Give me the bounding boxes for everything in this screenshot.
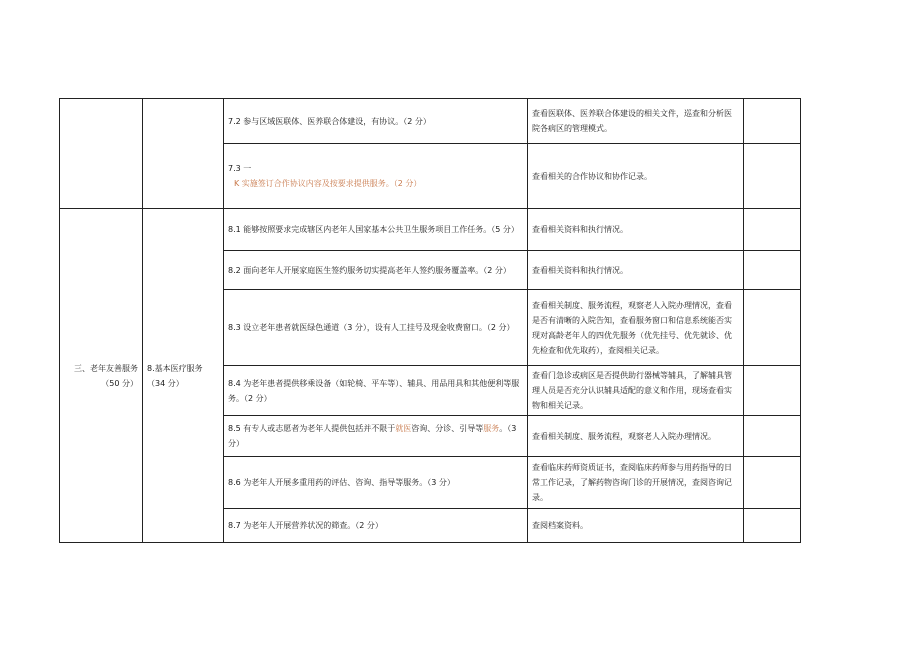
score-cell xyxy=(744,209,801,251)
method-cell xyxy=(528,509,744,543)
method-text: 查看门急诊或病区是否提供助行器械等辅具，了解辅具管理人员是否充分认识辅具适配的意义和作用，现场查看实物和相关记录。 xyxy=(532,371,732,410)
method-cell xyxy=(528,144,744,209)
item-text-highlight: 就医 xyxy=(395,424,412,433)
item-text: 7.2 参与区域医联体、医养联合体建设，有协议。（2 分） xyxy=(228,116,431,126)
item-text-part: 8.5 有专人或志愿者为老年人提供包括并不限于 xyxy=(228,424,396,433)
item-text-line1: 7.3 一 xyxy=(228,164,252,173)
method-cell xyxy=(528,366,744,416)
item-text: 8.2 面向老年人开展家庭医生签约服务切实提高老年人签约服务覆盖率。（2 分） xyxy=(228,265,511,275)
item-cell xyxy=(224,290,528,366)
score-cell xyxy=(744,144,801,209)
method-cell xyxy=(528,209,744,251)
subcategory-cell-empty xyxy=(143,99,224,209)
method-text: 查看医联体、医养联合体建设的相关文件，巡查和分析医院各病区的管理模式。 xyxy=(532,109,732,133)
method-text: 查看相关资料和执行情况。 xyxy=(532,265,628,275)
method-text: 查阅档案资料。 xyxy=(532,521,588,530)
item-text: 8.3 设立老年患者就医绿色通道（3 分），设有人工挂号及现金收费窗口。（2 分） xyxy=(228,323,515,332)
item-text: 8.4 为老年患者提供移乘设备（如轮椅、平车等）、辅具、用品用具和其他便利等服务。（2 分） xyxy=(228,378,520,403)
method-cell xyxy=(528,99,744,144)
method-cell xyxy=(528,251,744,290)
category-cell-empty xyxy=(60,99,143,209)
score-cell xyxy=(744,99,801,144)
item-cell xyxy=(224,144,528,209)
table-row xyxy=(60,99,801,144)
item-text: 8.1 能够按照要求完成辖区内老年人国家基本公共卫生服务项目工作任务。（5 分） xyxy=(228,225,519,234)
item-text: 8.6 为老年人开展多重用药的评估、咨询、指导等服务。（3 分） xyxy=(228,478,455,487)
method-cell xyxy=(528,290,744,366)
item-cell xyxy=(224,457,528,509)
score-cell xyxy=(744,509,801,543)
item-text-highlight: 服务 xyxy=(483,424,500,433)
score-cell xyxy=(744,251,801,290)
item-cell xyxy=(224,99,528,144)
score-cell xyxy=(744,416,801,457)
score-cell xyxy=(744,366,801,416)
item-text-part: 咨询、分诊、引导等 xyxy=(411,424,484,433)
method-cell xyxy=(528,457,744,509)
category-label: 三、老年友善服务（50 分） xyxy=(74,363,138,388)
category-cell xyxy=(60,209,143,543)
item-text-part: 。（3 分） xyxy=(228,424,517,448)
method-text: 查看相关资料和执行情况。 xyxy=(532,225,628,234)
item-text: 8.7 为老年人开展营养状况的筛查。（2 分） xyxy=(228,521,383,530)
item-cell xyxy=(224,509,528,543)
subcategory-cell xyxy=(143,209,224,543)
evaluation-table xyxy=(59,98,801,543)
score-cell xyxy=(744,457,801,509)
item-cell xyxy=(224,366,528,416)
method-cell xyxy=(528,416,744,457)
method-text: 查看相关制度、服务流程，观察老人入院办理情况。 xyxy=(532,431,716,441)
item-text-line2: K 实施签订合作协议内容及按要求提供服务。（2 分） xyxy=(234,179,422,188)
method-text: 查看相关的合作协议和协作记录。 xyxy=(532,171,652,181)
subcategory-label: 8.基本医疗服务（34 分） xyxy=(147,363,203,388)
item-cell xyxy=(224,209,528,251)
table-row xyxy=(60,209,801,251)
method-text: 查看临床药师资质证书，查阅临床药师参与用药指导的日常工作记录，了解药物咨询门诊的开展情况，查阅咨询记录。 xyxy=(532,463,732,502)
method-text: 查看相关制度、服务流程，观察老人入院办理情况，查看是否有清晰的入院告知，查看服务窗口和信息系统能否实现对高龄老年人的四优先服务（优先挂号、优先就诊、优先检查和优先取药），查阅相关记录。 xyxy=(532,300,732,355)
item-cell xyxy=(224,416,528,457)
score-cell xyxy=(744,290,801,366)
item-cell xyxy=(224,251,528,290)
